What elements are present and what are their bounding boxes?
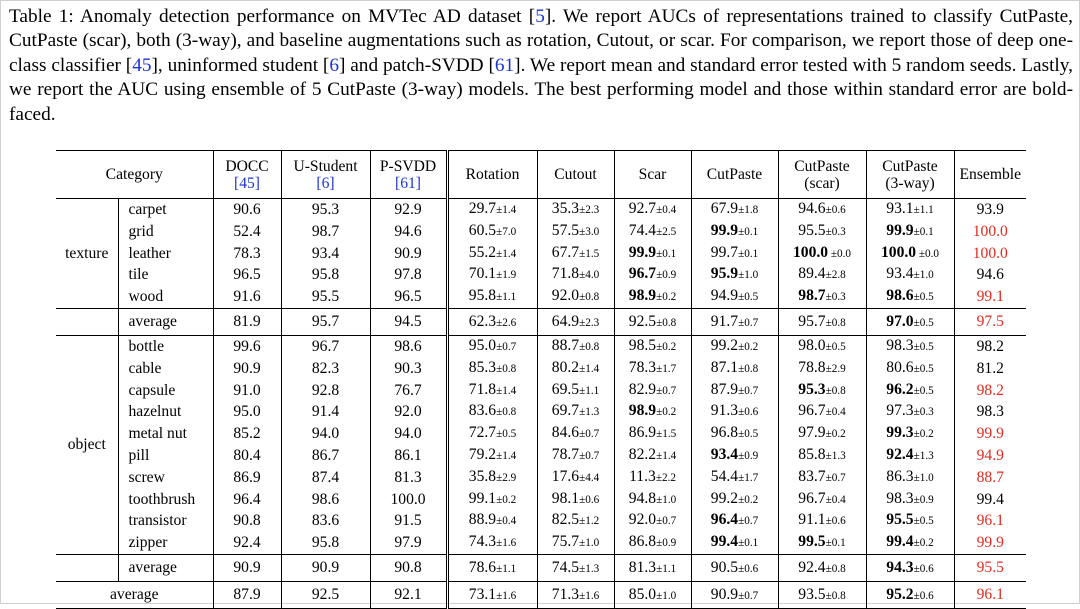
cell-psvdd: 91.5 [370, 510, 447, 532]
cell-cp3: 80.6±0.5 [866, 358, 954, 380]
cell-scar: 94.8±1.0 [614, 489, 691, 511]
header-cutpaste-scar: CutPaste (scar) [778, 151, 866, 199]
cell-ensemble: 88.7 [954, 467, 1026, 489]
cell-docc: 80.4 [213, 445, 281, 467]
cell-psvdd: 97.8 [370, 264, 447, 286]
cell-ensemble: 99.1 [954, 286, 1026, 308]
category-cell: cable [118, 358, 213, 380]
group-label: object [56, 335, 118, 554]
cell-cp3: 97.3±0.3 [866, 401, 954, 423]
cell-cps: 97.9±0.2 [778, 423, 866, 445]
cell-scar: 98.9±0.2 [614, 286, 691, 308]
cell-docc: 90.9 [213, 358, 281, 380]
table-row [56, 264, 1026, 286]
cell-cut: 69.5±1.1 [537, 380, 614, 402]
citation-link[interactable]: [45] [234, 174, 260, 192]
cell-psvdd: 86.1 [370, 445, 447, 467]
cell-cp: 96.4±0.7 [691, 510, 778, 532]
category-cell: screw [118, 467, 213, 489]
cell-cut: 71.8±4.0 [537, 264, 614, 286]
cell-ensemble: 97.5 [954, 308, 1026, 335]
cell-ustudent: 92.5 [281, 581, 370, 608]
cell-scar: 96.7±0.9 [614, 264, 691, 286]
cell-cut: 80.2±1.4 [537, 358, 614, 380]
table-row [56, 423, 1026, 445]
cell-scar: 92.7±0.4 [614, 199, 691, 221]
caption-text: ]. We report mean and standard error tested with 5 random seeds. Lastly, we report the AUC using ensemble of 5 CutPaste (3-way) models. The best performing model and those within standard error are bold-faced. [9, 54, 1073, 125]
cell-cps: 96.7±0.4 [778, 489, 866, 511]
cell-cps: 94.6±0.6 [778, 199, 866, 221]
category-cell: toothbrush [118, 489, 213, 511]
cell-cp: 99.7±0.1 [691, 243, 778, 265]
header-row [56, 151, 1026, 199]
table-row [56, 532, 1026, 554]
table-row [56, 401, 1026, 423]
cell-cps: 85.8±1.3 [778, 445, 866, 467]
cell-docc: 90.9 [213, 554, 281, 581]
header-ustudent: U-Student [6] [281, 151, 370, 199]
cell-cp3: 96.2±0.5 [866, 380, 954, 402]
cell-psvdd: 76.7 [370, 380, 447, 402]
cell-rot: 88.9±0.4 [447, 510, 537, 532]
citation-link[interactable]: [6] [316, 174, 335, 192]
cell-psvdd: 97.9 [370, 532, 447, 554]
cell-cps: 99.5±0.1 [778, 532, 866, 554]
cell-cut: 88.7±0.8 [537, 335, 614, 357]
cell-docc: 87.9 [213, 581, 281, 608]
cell-cut: 71.3±1.6 [537, 581, 614, 608]
cell-ensemble: 81.2 [954, 358, 1026, 380]
cell-cp3: 92.4±1.3 [866, 445, 954, 467]
cell-cut: 98.1±0.6 [537, 489, 614, 511]
category-cell: transistor [118, 510, 213, 532]
cell-cp3: 98.3±0.5 [866, 335, 954, 357]
cell-scar: 81.3±1.1 [614, 554, 691, 581]
cell-docc: 99.6 [213, 335, 281, 357]
cell-cps: 95.5±0.3 [778, 221, 866, 243]
cell-docc: 90.6 [213, 199, 281, 221]
table-row [56, 221, 1026, 243]
cell-cp: 99.9±0.1 [691, 221, 778, 243]
cell-rot: 35.8±2.9 [447, 467, 537, 489]
cell-cp3: 98.3±0.9 [866, 489, 954, 511]
cell-ustudent: 87.4 [281, 467, 370, 489]
citation-link[interactable]: 6 [329, 54, 339, 76]
cell-rot: 29.7±1.4 [447, 199, 537, 221]
cell-cps: 91.1±0.6 [778, 510, 866, 532]
category-cell: average [118, 308, 213, 335]
cell-ensemble: 99.4 [954, 489, 1026, 511]
cell-cp3: 99.3±0.2 [866, 423, 954, 445]
category-cell: tile [118, 264, 213, 286]
cell-cp: 94.9±0.5 [691, 286, 778, 308]
category-cell: zipper [118, 532, 213, 554]
cell-ensemble: 98.3 [954, 401, 1026, 423]
table-row [56, 286, 1026, 308]
cell-docc: 81.9 [213, 308, 281, 335]
cell-ustudent: 90.9 [281, 554, 370, 581]
cell-cps: 98.0±0.5 [778, 335, 866, 357]
cell-ensemble: 98.2 [954, 335, 1026, 357]
cell-cp3: 97.0±0.5 [866, 308, 954, 335]
caption-text: ], uninformed student [ [151, 54, 330, 76]
cell-ensemble: 94.6 [954, 264, 1026, 286]
cell-scar: 98.9±0.2 [614, 401, 691, 423]
cell-cps: 78.8±2.9 [778, 358, 866, 380]
cell-cps: 93.5±0.8 [778, 581, 866, 608]
citation-link[interactable]: 45 [132, 54, 152, 76]
cell-cp3: 99.4±0.2 [866, 532, 954, 554]
cell-scar: 98.5±0.2 [614, 335, 691, 357]
cell-rot: 55.2±1.4 [447, 243, 537, 265]
cell-cp3: 98.6±0.5 [866, 286, 954, 308]
cell-cut: 84.6±0.7 [537, 423, 614, 445]
cell-scar: 74.4±2.5 [614, 221, 691, 243]
cell-ustudent: 91.4 [281, 401, 370, 423]
cell-cut: 69.7±1.3 [537, 401, 614, 423]
cell-cp3: 100.0 ±0.0 [866, 243, 954, 265]
table-row [56, 510, 1026, 532]
cell-ustudent: 93.4 [281, 243, 370, 265]
cell-psvdd: 90.8 [370, 554, 447, 581]
average-row [56, 554, 1026, 581]
cell-rot: 83.6±0.8 [447, 401, 537, 423]
cell-scar: 92.0±0.7 [614, 510, 691, 532]
cell-cut: 92.0±0.8 [537, 286, 614, 308]
table-row [56, 467, 1026, 489]
cell-cps: 95.7±0.8 [778, 308, 866, 335]
cell-rot: 79.2±1.4 [447, 445, 537, 467]
cell-rot: 95.0±0.7 [447, 335, 537, 357]
cell-ustudent: 95.8 [281, 264, 370, 286]
header-rotation: Rotation [447, 151, 537, 199]
category-cell: average [56, 581, 213, 608]
caption-text: ]. We report AUCs of representations trained to classify CutPaste, CutPaste (scar), both (3-way), and baseline augmentations such as rotation, Cutout, or scar. For comparison, we report those of deep one-class classifier [ [9, 6, 1073, 76]
cell-ustudent: 95.8 [281, 532, 370, 554]
cell-psvdd: 94.6 [370, 221, 447, 243]
table-row [56, 445, 1026, 467]
cell-ustudent: 92.8 [281, 380, 370, 402]
cell-scar: 86.8±0.9 [614, 532, 691, 554]
cell-scar: 11.3±2.2 [614, 467, 691, 489]
cell-rot: 85.3±0.8 [447, 358, 537, 380]
header-category: Category [56, 151, 213, 199]
cell-cut: 67.7±1.5 [537, 243, 614, 265]
cell-rot: 74.3±1.6 [447, 532, 537, 554]
cell-rot: 60.5±7.0 [447, 221, 537, 243]
cell-rot: 73.1±1.6 [447, 581, 537, 608]
cell-ustudent: 86.7 [281, 445, 370, 467]
cell-docc: 92.4 [213, 532, 281, 554]
cell-ustudent: 98.6 [281, 489, 370, 511]
cell-docc: 85.2 [213, 423, 281, 445]
cell-ustudent: 95.7 [281, 308, 370, 335]
cell-cp3: 93.1±1.1 [866, 199, 954, 221]
table-row [56, 489, 1026, 511]
category-cell: carpet [118, 199, 213, 221]
cell-scar: 99.9±0.1 [614, 243, 691, 265]
cell-docc: 96.4 [213, 489, 281, 511]
cell-psvdd: 92.0 [370, 401, 447, 423]
cell-cut: 78.7±0.7 [537, 445, 614, 467]
cell-cut: 74.5±1.3 [537, 554, 614, 581]
cell-rot: 99.1±0.2 [447, 489, 537, 511]
cell-cp: 95.9±1.0 [691, 264, 778, 286]
cell-psvdd: 92.9 [370, 199, 447, 221]
cell-cp: 67.9±1.8 [691, 199, 778, 221]
cell-cp: 91.7±0.7 [691, 308, 778, 335]
cell-rot: 62.3±2.6 [447, 308, 537, 335]
caption-text: Table 1: Anomaly detection performance on MVTec AD dataset [ [9, 6, 536, 27]
cell-cp: 99.2±0.2 [691, 489, 778, 511]
cell-docc: 91.6 [213, 286, 281, 308]
cell-cps: 89.4±2.8 [778, 264, 866, 286]
category-cell: metal nut [118, 423, 213, 445]
cell-ensemble: 94.9 [954, 445, 1026, 467]
cell-cps: 95.3±0.8 [778, 380, 866, 402]
cell-cut: 82.5±1.2 [537, 510, 614, 532]
cell-psvdd: 94.5 [370, 308, 447, 335]
cell-docc: 90.8 [213, 510, 281, 532]
cell-cp3: 95.5±0.5 [866, 510, 954, 532]
cell-cp: 90.5±0.6 [691, 554, 778, 581]
cell-docc: 78.3 [213, 243, 281, 265]
cell-docc: 91.0 [213, 380, 281, 402]
cell-cp: 99.4±0.1 [691, 532, 778, 554]
cell-cp: 96.8±0.5 [691, 423, 778, 445]
category-cell: average [118, 554, 213, 581]
cell-ustudent: 98.7 [281, 221, 370, 243]
table-row [56, 380, 1026, 402]
cell-cp: 90.9±0.7 [691, 581, 778, 608]
cell-docc: 96.5 [213, 264, 281, 286]
cell-scar: 86.9±1.5 [614, 423, 691, 445]
cell-ensemble: 100.0 [954, 243, 1026, 265]
cell-psvdd: 90.9 [370, 243, 447, 265]
header-ensemble: Ensemble [954, 151, 1026, 199]
cell-rot: 70.1±1.9 [447, 264, 537, 286]
cell-ensemble: 96.1 [954, 510, 1026, 532]
cell-psvdd: 96.5 [370, 286, 447, 308]
cell-cp: 87.9±0.7 [691, 380, 778, 402]
cell-cp: 91.3±0.6 [691, 401, 778, 423]
category-cell: pill [118, 445, 213, 467]
cell-cps: 96.7±0.4 [778, 401, 866, 423]
cell-scar: 82.9±0.7 [614, 380, 691, 402]
cell-psvdd: 94.0 [370, 423, 447, 445]
cell-ustudent: 96.7 [281, 335, 370, 357]
group-label: texture [65, 244, 109, 262]
category-cell: leather [118, 243, 213, 265]
category-cell: wood [118, 286, 213, 308]
category-cell: capsule [118, 380, 213, 402]
cell-docc: 52.4 [213, 221, 281, 243]
results-table [56, 150, 1026, 609]
cell-cp3: 99.9±0.1 [866, 221, 954, 243]
cell-scar: 85.0±1.0 [614, 581, 691, 608]
cell-psvdd: 98.6 [370, 335, 447, 357]
cell-ustudent: 94.0 [281, 423, 370, 445]
cell-ustudent: 83.6 [281, 510, 370, 532]
citation-link[interactable]: [61] [395, 174, 421, 192]
cell-cp3: 93.4±1.0 [866, 264, 954, 286]
cell-docc: 86.9 [213, 467, 281, 489]
table-row [56, 335, 1026, 357]
citation-link[interactable]: 61 [494, 54, 515, 76]
average-row [56, 308, 1026, 335]
header-cutpaste: CutPaste [691, 151, 778, 199]
cell-psvdd: 90.3 [370, 358, 447, 380]
cell-docc: 95.0 [213, 401, 281, 423]
header-psvdd: P-SVDD [61] [370, 151, 447, 199]
cell-cp: 54.4±1.7 [691, 467, 778, 489]
cell-ensemble: 100.0 [954, 221, 1026, 243]
cell-scar: 92.5±0.8 [614, 308, 691, 335]
cell-ensemble: 98.2 [954, 380, 1026, 402]
cell-rot: 95.8±1.1 [447, 286, 537, 308]
caption-text: ] and patch-SVDD [ [338, 54, 495, 76]
cell-ensemble: 93.9 [954, 199, 1026, 221]
cell-cut: 57.5±3.0 [537, 221, 614, 243]
cell-rot: 78.6±1.1 [447, 554, 537, 581]
category-cell: bottle [118, 335, 213, 357]
cell-rot: 72.7±0.5 [447, 423, 537, 445]
table-row [56, 243, 1026, 265]
cell-ensemble: 99.9 [954, 532, 1026, 554]
cell-cps: 92.4±0.8 [778, 554, 866, 581]
cell-cps: 98.7±0.3 [778, 286, 866, 308]
cell-rot: 71.8±1.4 [447, 380, 537, 402]
table-row [56, 358, 1026, 380]
cell-cp: 87.1±0.8 [691, 358, 778, 380]
header-cutout: Cutout [537, 151, 614, 199]
cell-cut: 75.7±1.0 [537, 532, 614, 554]
cell-ustudent: 82.3 [281, 358, 370, 380]
cell-cp3: 94.3±0.6 [866, 554, 954, 581]
cell-psvdd: 81.3 [370, 467, 447, 489]
cell-cut: 17.6±4.4 [537, 467, 614, 489]
header-cutpaste-3way: CutPaste (3-way) [866, 151, 954, 199]
cell-cp3: 95.2±0.6 [866, 581, 954, 608]
cell-psvdd: 100.0 [370, 489, 447, 511]
cell-ustudent: 95.5 [281, 286, 370, 308]
cell-cut: 64.9±2.3 [537, 308, 614, 335]
table-row [56, 199, 1026, 221]
citation-link[interactable]: 5 [535, 6, 545, 27]
cell-scar: 82.2±1.4 [614, 445, 691, 467]
cell-scar: 78.3±1.7 [614, 358, 691, 380]
table-caption [9, 5, 1073, 127]
cell-cps: 83.7±0.7 [778, 467, 866, 489]
cell-ensemble: 95.5 [954, 554, 1026, 581]
cell-ensemble: 99.9 [954, 423, 1026, 445]
cell-cut: 35.3±2.3 [537, 199, 614, 221]
cell-cp: 93.4±0.9 [691, 445, 778, 467]
cell-ustudent: 95.3 [281, 199, 370, 221]
category-cell: grid [118, 221, 213, 243]
cell-cp: 99.2±0.2 [691, 335, 778, 357]
average-row [56, 581, 1026, 608]
cell-psvdd: 92.1 [370, 581, 447, 608]
cell-cp3: 86.3±1.0 [866, 467, 954, 489]
category-cell: hazelnut [118, 401, 213, 423]
cell-ensemble: 96.1 [954, 581, 1026, 608]
cell-cps: 100.0 ±0.0 [778, 243, 866, 265]
header-docc: DOCC [45] [213, 151, 281, 199]
header-scar: Scar [614, 151, 691, 199]
